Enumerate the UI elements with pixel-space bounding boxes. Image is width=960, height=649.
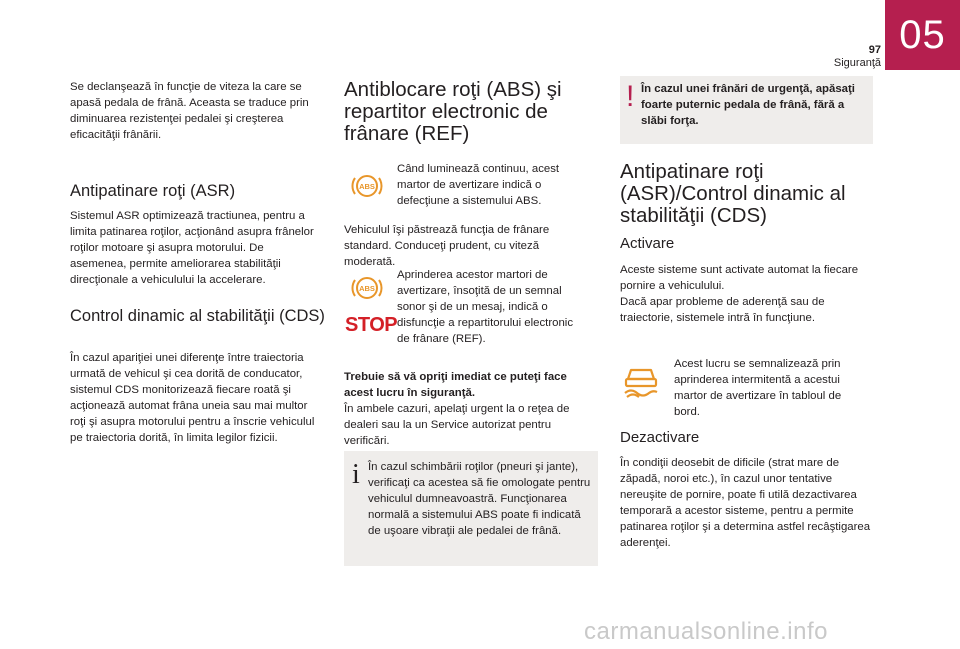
vehicle-paragraph: Vehiculul îşi păstrează funcţia de frânare standard. Conduceţi prudent, cu viteză moderată. [344,224,550,268]
ref-paragraph: Aprinderea acestor martori de avertizare, însoţită de un semnal sonor şi de un mesaj, indică o disfuncţie a repartitorului electronic de frânare (REF). [397,269,574,345]
stop-paragraph: În ambele cazuri, apelaţi urgent la o reţea de dealeri sau la un Service autorizat pentru verificări. [344,403,570,447]
asr-cds-heading: Antipatinare roţi (ASR)/Control dinamic al stabilităţii (CDS) [620,160,846,227]
warning-paragraph: În cazul unei frânări de urgenţă, apăsaţi foarte puternic pedala de frână, fără a slăbi forţa. [641,83,855,127]
abs-warning-icon-2 [349,273,385,303]
stability-control-icon [621,363,661,399]
page-header [834,44,881,70]
asr-heading: Antipatinare roţi (ASR) [70,182,236,200]
stop-instruction: Trebuie să vă opriţi imediat ce puteţi face acest lucru în siguranţă. [344,371,567,399]
stop-warning-icon: STOP [345,314,398,336]
abs-icon-label: ABS [359,182,375,191]
page-number: 97 [868,44,881,56]
deactivation-heading: Dezactivare [620,429,700,446]
chapter-number-tab: 05 [885,0,960,70]
abs-warning-icon [349,171,385,201]
intro-paragraph: Se declanşează în funcţie de viteza la care se apasă pedala de frână. Aceasta se traduce prin diminuarea rezistenţei pedalei şi creşterea eficacităţii frânării. [70,81,309,141]
asr-paragraph: Sistemul ASR optimizează tractiunea, pentru a limita patinarea roţilor, acţionând asupra frânelor roţilor motoare şi asupra motorului. De asemenea, permite ameliorarea stabilităţii direcţionale a vehiculului la accelerare. [70,210,314,286]
cds-paragraph: În cazul apariţiei unei diferenţe între traiectoria urmată de vehicul şi cea dorită de conducator, sistemul CDS monitorizează fiecare roată şi acţionează automat frâna uneia sau mai multor roţi şi asupra motorului pentru a înscrie vehiculul pe traiectoria dorită, în limita legilor fizicii. [70,352,315,444]
activation-paragraph: Aceste sisteme sunt activate automat la fiecare pornire a vehiculului. Dacă apar probleme de aderenţă sau de traiectorie, sistemele intră în funcţiune. [620,264,859,324]
abs-paragraph: Când luminează continuu, acest martor de avertizare indică o defecţiune a sistemului ABS. [397,163,560,207]
info-box [344,451,598,566]
info-icon: i [352,459,360,490]
abs-icon-label-2: ABS [359,284,375,293]
chapter-title: Siguranţă [833,57,881,69]
activation-heading: Activare [620,235,675,252]
info-paragraph: În cazul schimbării roţilor (pneuri şi jante), verificaţi ca acestea să fie omologate pentru vehiculul dumneavoastră. Funcţionarea normală a sistemului ABS poate fi indicată de uşoare vibraţii ale pedalei de frână. [368,461,591,537]
deactivation-paragraph: În condiţii deosebit de dificile (strat mare de zăpadă, noroi etc.), în cazul unor tentative nereuşite de pornire, poate fi utilă dezactivarea temporară a acestor sisteme, pentru a permite patinarea roţilor şi a determina astfel recâştigarea aderenţei. [620,457,871,549]
cds-heading: Control dinamic al stabilităţii (CDS) [70,307,325,325]
indicator-paragraph: Acest lucru se semnalizează prin aprinderea intermitentă a acestui martor de avertizare în tabloul de bord. [674,358,842,418]
exclamation-icon: ! [626,80,635,113]
watermark: carmanualsonline.info [584,618,828,645]
warning-box [620,76,873,144]
abs-ref-heading: Antiblocare roţi (ABS) şi repartitor electronic de frânare (REF) [344,78,562,145]
